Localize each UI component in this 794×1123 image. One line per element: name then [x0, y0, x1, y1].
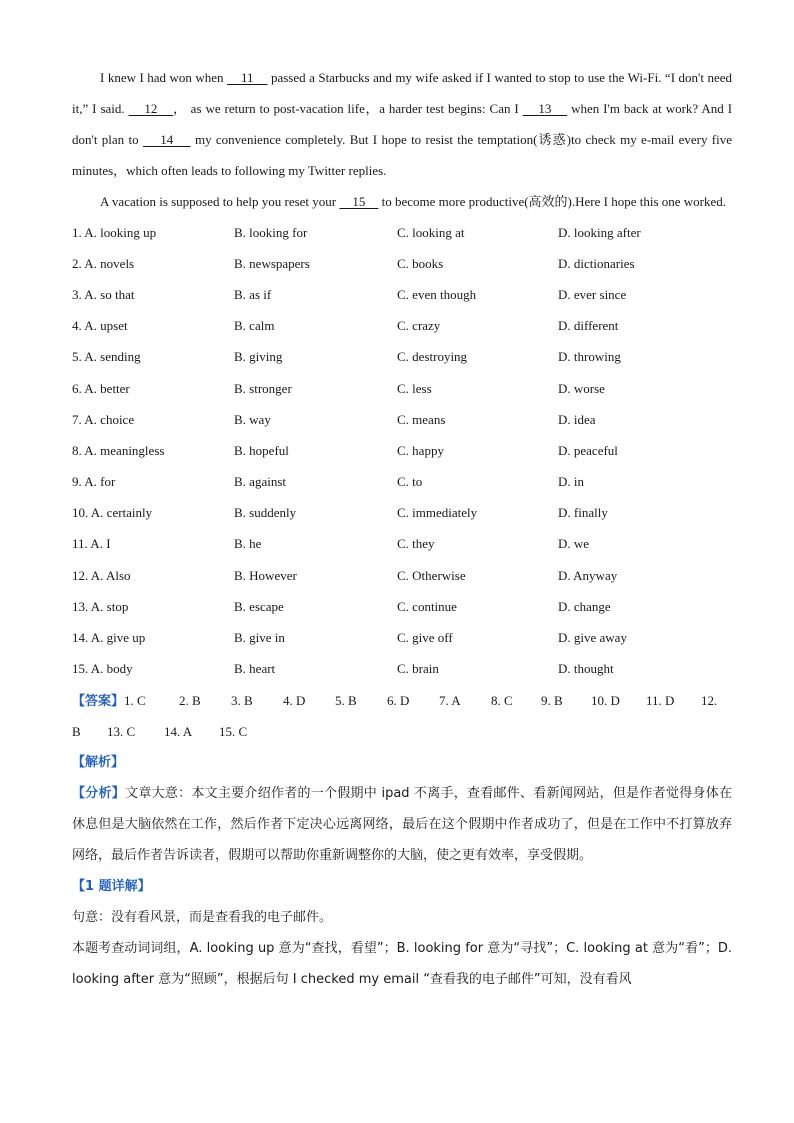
option-b: B. However — [234, 567, 297, 583]
option-b: B. calm — [234, 318, 275, 334]
analysis-summary: 【分析】文章大意：本文主要介绍作者的一个假期中 ipad 不离手，查看邮件、看新闻网站，但是作者觉得身体在休息但是大脑依然在工作，然后作者下定决心远离网络，最后在这个假期中作者成功了，但是在工作中不打算放弃网络，最后作者告诉读者，假期可以帮助你重新调整你的大脑，使之更有效率，享受假期。 — [72, 785, 732, 863]
answer-item: B — [72, 723, 81, 739]
option-row — [72, 404, 732, 435]
option-d: D. change — [558, 598, 611, 614]
option-a: 3. A. so that — [72, 286, 135, 302]
option-c: C. brain — [397, 661, 439, 677]
option-d: D. looking after — [558, 224, 641, 240]
answer-item: 7. A — [439, 692, 461, 708]
option-a: 1. A. looking up — [72, 224, 157, 240]
answer-item: 4. D — [283, 692, 306, 708]
option-row — [72, 560, 732, 591]
passage-text: A vacation is supposed to help you reset your — [100, 194, 340, 209]
answer-line-2 — [72, 716, 732, 747]
option-b: B. as if — [234, 286, 272, 302]
option-d: D. ever since — [558, 286, 627, 302]
option-d: D. finally — [558, 505, 608, 521]
passage-paragraph-1 — [72, 62, 732, 186]
option-row — [72, 467, 732, 498]
option-d: D. give away — [558, 630, 627, 646]
option-row — [72, 435, 732, 466]
option-b: B. he — [234, 536, 262, 552]
answer-item: 8. C — [491, 692, 513, 708]
blank-13: 13 — [522, 101, 568, 116]
option-c: C. to — [397, 474, 423, 490]
answer-item: 11. D — [646, 692, 675, 708]
option-a: 11. A. I — [72, 536, 111, 552]
option-b: B. give in — [234, 630, 285, 646]
option-a: 7. A. choice — [72, 411, 135, 427]
option-d: D. in — [558, 474, 584, 490]
passage-text: when I'm back at work? And I don't plan to — [72, 101, 733, 147]
option-d: D. worse — [558, 380, 605, 396]
option-a: 6. A. better — [72, 380, 130, 396]
detail-explanation: 本题考查动词词组，A. looking up 意为“查找，看望”；B. looking for 意为“寻找”；C. looking at 意为“看”；D. looking after 意为“照顾”，根据后句 I checked my email “查看我的电子邮件”可知，没有看风 — [72, 940, 732, 987]
option-row — [72, 342, 732, 373]
document-page — [72, 62, 732, 995]
option-d: D. dictionaries — [558, 255, 635, 271]
answer-item: 10. D — [591, 692, 620, 708]
option-a: 10. A. certainly — [72, 505, 153, 521]
option-d: D. different — [558, 318, 619, 334]
option-row — [72, 217, 732, 248]
option-c: C. means — [397, 411, 446, 427]
blank-11: 11 — [227, 70, 268, 85]
option-c: C. they — [397, 536, 435, 552]
option-row — [72, 279, 732, 310]
detail-heading: 【1 题详解】 — [72, 878, 151, 894]
option-row — [72, 591, 732, 622]
passage-text: passed a Starbucks and my wife asked if I wanted to stop to use the Wi-Fi. “I don't need it,” I said. — [72, 70, 732, 116]
option-a: 4. A. upset — [72, 318, 128, 334]
option-a: 8. A. meaningless — [72, 442, 165, 458]
answer-line-1 — [72, 685, 732, 716]
option-a: 9. A. for — [72, 474, 116, 490]
option-row — [72, 654, 732, 685]
option-b: B. newspapers — [234, 255, 310, 271]
blank-14: 14 — [142, 132, 191, 147]
answer-item: 6. D — [387, 692, 410, 708]
option-c: C. give off — [397, 630, 453, 646]
answer-item: 2. B — [179, 692, 201, 708]
answer-item: 13. C — [107, 723, 136, 739]
passage-text: my convenience completely. But I hope to resist the temptation(诱惑)to check my e-mail every five minutes，which often leads to following my Twitter replies. — [72, 132, 732, 178]
option-b: B. hopeful — [234, 442, 289, 458]
option-d: D. thought — [558, 661, 614, 677]
option-c: C. continue — [397, 598, 457, 614]
option-d: D. we — [558, 536, 590, 552]
passage-text: I knew I had won when — [100, 70, 228, 85]
answer-item: 14. A — [164, 723, 193, 739]
option-row — [72, 529, 732, 560]
option-c: C. looking at — [397, 224, 465, 240]
option-b: B. suddenly — [234, 505, 297, 521]
option-b: B. way — [234, 411, 271, 427]
option-d: D. peaceful — [558, 442, 618, 458]
option-d: D. idea — [558, 411, 596, 427]
passage-text: ， as we return to post-vacation life，a harder test begins: Can I — [173, 101, 523, 116]
answer-item: 3. B — [231, 692, 253, 708]
option-c: C. books — [397, 255, 444, 271]
answer-item: 5. B — [335, 692, 357, 708]
option-c: C. immediately — [397, 505, 478, 521]
answer-item: 12. — [701, 692, 718, 708]
blank-15: 15 — [339, 194, 379, 209]
option-a: 12. A. Also — [72, 567, 131, 583]
analysis-heading: 【解析】 — [72, 754, 125, 770]
options-list — [72, 217, 732, 685]
answer-item: 1. C — [124, 692, 146, 708]
option-row — [72, 498, 732, 529]
option-c: C. happy — [397, 442, 444, 458]
blank-12: 12 — [128, 101, 174, 116]
option-row — [72, 248, 732, 279]
answer-item: 15. C — [219, 723, 248, 739]
option-b: B. looking for — [234, 224, 308, 240]
option-c: C. Otherwise — [397, 567, 466, 583]
option-c: C. destroying — [397, 349, 468, 365]
option-row — [72, 311, 732, 342]
option-b: B. stronger — [234, 380, 292, 396]
option-a: 15. A. body — [72, 661, 133, 677]
option-c: C. even though — [397, 286, 477, 302]
passage-paragraph-2 — [72, 186, 732, 217]
option-d: D. Anyway — [558, 567, 618, 583]
option-a: 13. A. stop — [72, 598, 129, 614]
passage-text: to become more productive(高效的).Here I hope this one worked. — [378, 194, 727, 209]
option-c: C. less — [397, 380, 432, 396]
option-row — [72, 373, 732, 404]
option-d: D. throwing — [558, 349, 621, 365]
option-b: B. heart — [234, 661, 276, 677]
answer-tag: 【答案】 — [72, 692, 125, 708]
option-a: 5. A. sending — [72, 349, 141, 365]
answer-item: 9. B — [541, 692, 563, 708]
option-b: B. escape — [234, 598, 284, 614]
option-a: 2. A. novels — [72, 255, 135, 271]
detail-sentence: 句意：没有看风景，而是查看我的电子邮件。 — [72, 909, 333, 925]
option-b: B. giving — [234, 349, 283, 365]
option-c: C. crazy — [397, 318, 441, 334]
option-a: 14. A. give up — [72, 630, 146, 646]
option-b: B. against — [234, 474, 286, 490]
option-row — [72, 622, 732, 653]
